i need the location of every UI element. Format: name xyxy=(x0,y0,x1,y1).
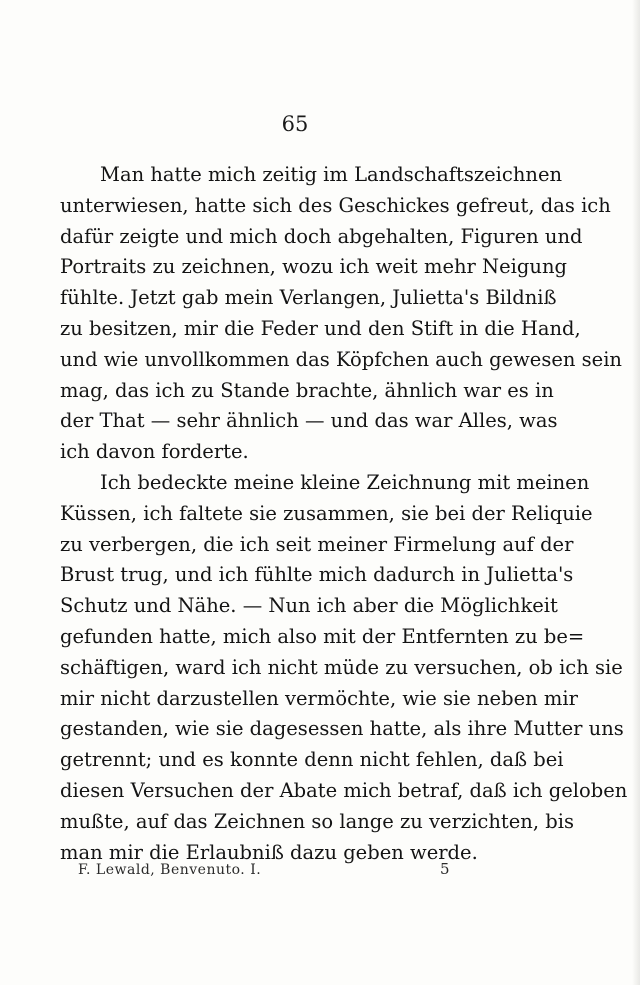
text-line: Portraits zu zeichnen, wozu ich weit mehr Neigung xyxy=(60,255,567,279)
body-text xyxy=(60,160,628,868)
text-line: Ich bedeckte meine kleine Zeichnung mit meinen xyxy=(100,470,590,494)
text-line: getrennt; und es konnte denn nicht fehlen, daß bei xyxy=(60,748,564,772)
text-line: gestanden, wie sie dagesessen hatte, als ihre Mutter uns xyxy=(60,717,624,741)
text-line: schäftigen, ward ich nicht müde zu versuchen, ob ich sie xyxy=(60,655,623,679)
text-line: mag, das ich zu Stande brachte, ähnlich war es in xyxy=(60,378,554,402)
page-edge-shadow xyxy=(632,0,640,985)
text-line: und wie unvollkommen das Köpfchen auch gewesen sein xyxy=(60,347,622,371)
text-line: man mir die Erlaubniß dazu geben werde. xyxy=(60,840,478,864)
text-line: unterwiesen, hatte sich des Geschickes gefreut, das ich xyxy=(60,193,611,217)
page-footer xyxy=(78,862,478,886)
text-line: dafür zeigte und mich doch abgehalten, Figuren und xyxy=(60,224,583,248)
text-line: Man hatte mich zeitig im Landschaftszeichnen xyxy=(100,163,563,186)
text-line: mußte, auf das Zeichnen so lange zu verzichten, bis xyxy=(60,809,574,833)
text-line: ich davon forderte. xyxy=(60,440,249,464)
text-line: fühlte. Jetzt gab mein Verlangen, Julietta's Bildniß xyxy=(60,286,557,310)
text-line: Schutz und Nähe. — Nun ich aber die Möglichkeit xyxy=(60,594,558,618)
paragraph xyxy=(60,160,622,468)
text-line: zu verbergen, die ich seit meiner Firmelung auf der xyxy=(60,532,574,556)
text-line: Küssen, ich faltete sie zusammen, sie bei der Reliquie xyxy=(60,501,593,525)
text-line: Brust trug, und ich fühlte mich dadurch in Julietta's xyxy=(60,563,574,587)
text-line: diesen Versuchen der Abate mich betraf, daß ich geloben xyxy=(60,778,628,802)
signature-mark: F. Lewald, Benvenuto. I. xyxy=(78,862,262,878)
page-number: 65 xyxy=(281,112,309,136)
text-line: zu besitzen, mir die Feder und den Stift in die Hand, xyxy=(60,316,581,340)
sheet-number: 5 xyxy=(440,860,450,878)
text-line: gefunden hatte, mich also mit der Entfernten zu be= xyxy=(60,624,585,648)
text-line: der That — sehr ähnlich — und das war Alles, was xyxy=(60,409,558,433)
text-line: mir nicht darzustellen vermöchte, wie sie neben mir xyxy=(60,686,578,710)
paragraph xyxy=(60,468,628,868)
